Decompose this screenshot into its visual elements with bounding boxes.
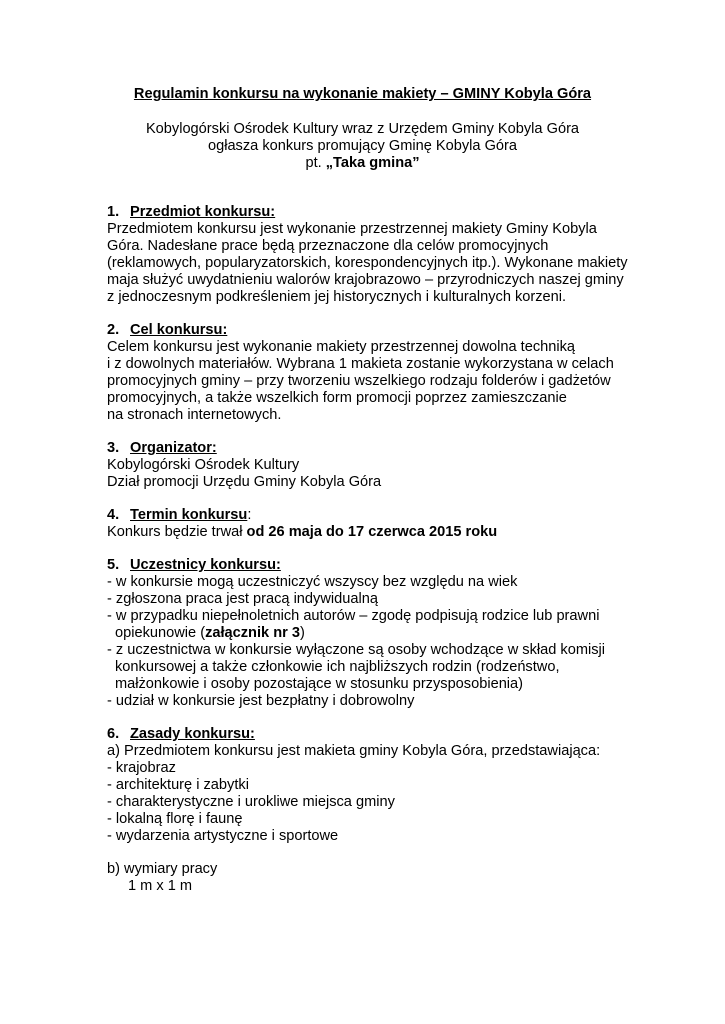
section-title: Przedmiot konkursu:	[130, 204, 276, 220]
section-3-line: Kobylogórski Ośrodek Kultury	[107, 457, 300, 473]
list-item: - krajobraz	[107, 760, 176, 776]
attachment-ref: załącznik nr 3	[205, 625, 300, 641]
contest-name: „Taka gmina”	[325, 155, 420, 171]
section-number: 5.	[107, 557, 120, 573]
section-2-line: promocyjnych gminy – przy tworzeniu wszelkiego rodzaju folderów i gadżetów	[107, 373, 611, 389]
section-title: Uczestnicy konkursu:	[130, 557, 281, 573]
section-5-line: - udział w konkursie jest bezpłatny i dobrowolny	[107, 693, 415, 709]
section-1-line: Góra. Nadesłane prace będą przeznaczone dla celów promocyjnych	[107, 238, 549, 254]
section-1-line: (reklamowych, popularyzatorskich, korespondencyjnych itp.). Wykonane makiety	[107, 255, 628, 271]
section-title: Cel konkursu:	[130, 322, 228, 338]
section-3-heading	[107, 440, 217, 457]
intro-prefix: pt.	[305, 155, 326, 171]
section-2-line: i z dowolnych materiałów. Wybrana 1 makieta zostanie wykorzystana w celach	[107, 356, 614, 372]
section-title: Zasady konkursu:	[130, 726, 255, 742]
section-5-line: - w konkursie mogą uczestniczyć wszyscy bez względu na wiek	[107, 574, 518, 590]
document-title: Regulamin konkursu na wykonanie makiety – GMINY Kobyla Góra	[133, 86, 592, 102]
section-5-line: konkursowej a także członkowie ich najbliższych rodzin (rodzeństwo,	[115, 659, 560, 675]
term-prefix: Konkurs będzie trwał	[107, 524, 247, 540]
list-item: - architekturę i zabytki	[107, 777, 249, 793]
section-5-line	[115, 625, 305, 642]
dimensions-value: 1 m x 1 m	[128, 878, 193, 894]
term-dates: od 26 maja do 17 czerwca 2015 roku	[246, 524, 498, 540]
section-2-line: na stronach internetowych.	[107, 407, 282, 423]
section-5-line: - z uczestnictwa w konkursie wyłączone są osoby wchodzące w skład komisji	[107, 642, 606, 658]
guardians-suffix: )	[299, 625, 305, 641]
section-1-line: z jednoczesnym podkreśleniem jej historycznych i kulturalnych korzeni.	[107, 289, 567, 305]
section-number: 3.	[107, 440, 120, 456]
section-5-line: małżonkowie i osoby pozostające w stosunku przysposobienia)	[115, 676, 524, 692]
section-2-heading	[107, 322, 227, 339]
intro-line-1: Kobylogórski Ośrodek Kultury wraz z Urzędem Gminy Kobyla Góra	[145, 121, 580, 137]
section-5-line: - w przypadku niepełnoletnich autorów – zgodę podpisują rodzice lub prawni	[107, 608, 600, 624]
list-item: - lokalną florę i faunę	[107, 811, 243, 827]
section-2-line: promocyjnych, a także wszelkich form promocji poprzez zamieszczanie	[107, 390, 567, 406]
section-5-line: - zgłoszona praca jest pracą indywidualną	[107, 591, 378, 607]
section-2-line: Celem konkursu jest wykonanie makiety przestrzennej dowolna techniką	[107, 339, 576, 355]
section-1-line: Przedmiotem konkursu jest wykonanie przestrzennej makiety Gminy Kobyla	[107, 221, 597, 237]
heading-colon: :	[247, 507, 252, 523]
section-number: 4.	[107, 507, 120, 523]
section-4-heading	[107, 507, 251, 524]
section-4-line	[107, 524, 497, 541]
section-5-heading	[107, 557, 281, 574]
intro-line-3	[0, 155, 725, 172]
list-item: - charakterystyczne i urokliwe miejsca gminy	[107, 794, 395, 810]
section-number: 6.	[107, 726, 120, 742]
section-number: 1.	[107, 204, 120, 220]
guardians-prefix: opiekunowie (	[115, 625, 206, 641]
section-6-line: a) Przedmiotem konkursu jest makieta gminy Kobyla Góra, przedstawiająca:	[107, 743, 601, 759]
section-6-heading	[107, 726, 255, 743]
list-item: - wydarzenia artystyczne i sportowe	[107, 828, 339, 844]
intro-line-2: ogłasza konkurs promujący Gminę Kobyla Góra	[207, 138, 518, 154]
section-1-line: maja służyć uwydatnieniu walorów krajobrazowo – przyrodniczych naszej gminy	[107, 272, 624, 288]
section-1-heading	[107, 204, 275, 221]
section-6-line: b) wymiary pracy	[107, 861, 218, 877]
section-number: 2.	[107, 322, 120, 338]
section-3-line: Dział promocji Urzędu Gminy Kobyla Góra	[107, 474, 382, 490]
section-title: Termin konkursu	[130, 507, 248, 523]
section-title: Organizator:	[130, 440, 217, 456]
